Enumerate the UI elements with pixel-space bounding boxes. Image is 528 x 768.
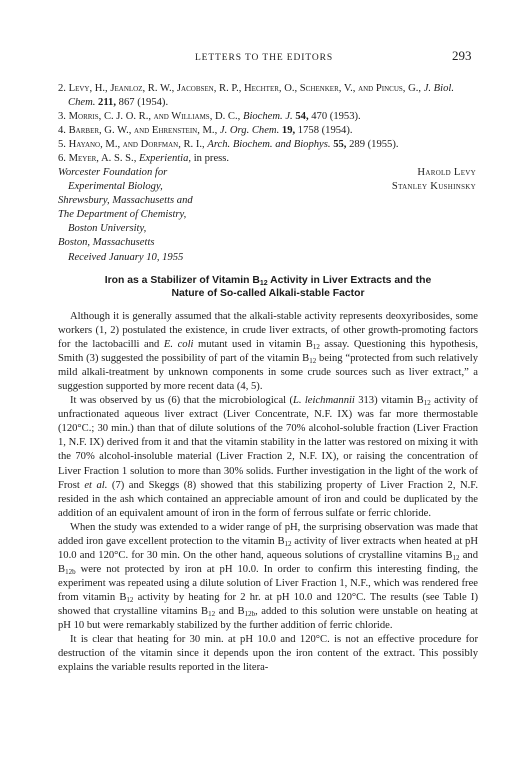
paragraph: When the study was extended to a wider range of pH, the surprising observation was made that added iron gave excellent protection to the vitamin $B_{12}$ activity of liver extracts when heated at pH 10.0 and 120°C. for 30 min. On the other hand, aqueous solutions of crystalline vitamins $B_{12}$ and $B_{12b}$ were not protected by iron at pH 10.0. In order to confirm this interesting finding, the experiment was repeated using a dilute solution of Liver Fraction 1, N.F., which was rendered free from vitamin $B_{12}$ activity by heating for 2 hr. at pH 10.0 and 120°C. The results (see Table I) showed that crystalline vitamins $B_{12}$ and $B_{12b}$, added to this solution were unstable on heating at pH 10 but were remarkably stabilized by the further addition of ferric chloride. [58,521,478,632]
author-name: Stanley Kushinsky [391,181,476,193]
paragraph: It was observed by us (6) that the microbiological (L. leichmannii 313) vitamin $B_{12}$ activity of unfractionated aqueous liver extract (Liver Concentrate, N.F. IX) was far more thermostable (120°C.; 30 min.) than that of dilute solutions of the 70% alcohol-soluble fraction (Liver Fraction 1, N.F. IX) derived from it and that the vitamin stability in the latter was restored on mixing it with the 70% alcohol-insoluble material (Liver Fraction 2, N.F. IX), or raising the concentration of Liver Fraction 1 solution to more than 30% solids. Further investigation in the light of the work of Frost et al. (7) and Skeggs (8) showed that this stabilizing property of Liver Fraction 2, N.F. resided in the ash which contained an appreciable amount of iron and could be duplicated by the addition of an equivalent amount of iron in the form of ferrous sulfate or ferric chloride. [58,395,478,519]
affiliation-line: Boston, Massachusetts [58,237,155,249]
received-date: Received January 10, 1955 [68,251,184,263]
article-title: Iron as a Stabilizer of Vitamin $B_{12}$ Activity in Liver Extracts and the Nature of So-called Alkali-stable Factor [104,275,432,299]
reference-item: 5. Hayano, M., and Dorfman, R. I., Arch. Biochem. and Biophys. 55, 289 (1955). [58,139,399,151]
reference-list [58,82,478,167]
article-body [58,310,478,675]
reference-item: 4. Barber, G. W., and Ehrenstein, M., J. Org. Chem. 19, 1758 (1954). [58,125,353,137]
author-name: Harold Levy [417,167,476,178]
affiliation-line: Shrewsbury, Massachusetts and [58,195,193,207]
running-title: LETTERS TO THE EDITORS [194,53,334,63]
affiliation-line: The Department of Chemistry, [58,209,187,221]
affiliation-line: Boston University, [68,223,147,235]
reference-item: 6. Meyer, A. S. S., Experientia, in press. [58,153,230,165]
paragraph: Although it is generally assumed that the alkali-stable activity represents deoxyribosides, some workers (1, 2) postulated the existence, in crude liver extracts, of other growth-promoting factors for the lactobacilli and E. coli mutant used in vitamin $B_{12}$ assay. Questioning this hypothesis, Smith (3) suggested the possibility of part of the vitamin $B_{12}$ being “protected from such relatively mild alkali-treatment by unknown components in some crude sources such as liver extract,” a suggestion supported by more recent data (4, 5). [58,311,479,393]
affiliation-line: Experimental Biology, [68,181,163,193]
reference-item: 2. Levy, H., Jeanloz, R. W., Jacobsen, R. P., Hechter, O., Schenker, V., and Pincus, G., J. Biol. Chem. 211, 867 (1954). [58,83,454,109]
signature-block [58,166,478,265]
reference-item: 3. Morris, C. J. O. R., and Williams, D. C., Biochem. J. 54, 470 (1953). [58,111,361,123]
affiliation-line: Worcester Foundation for [58,167,168,178]
page-number: 293 [452,48,472,63]
paragraph: It is clear that heating for 30 min. at pH 10.0 and 120°C. is not an effective procedure for destruction of the vitamin since it depends upon the iron content of the extract. This possibly explains the variable results reported in the litera- [58,634,478,674]
